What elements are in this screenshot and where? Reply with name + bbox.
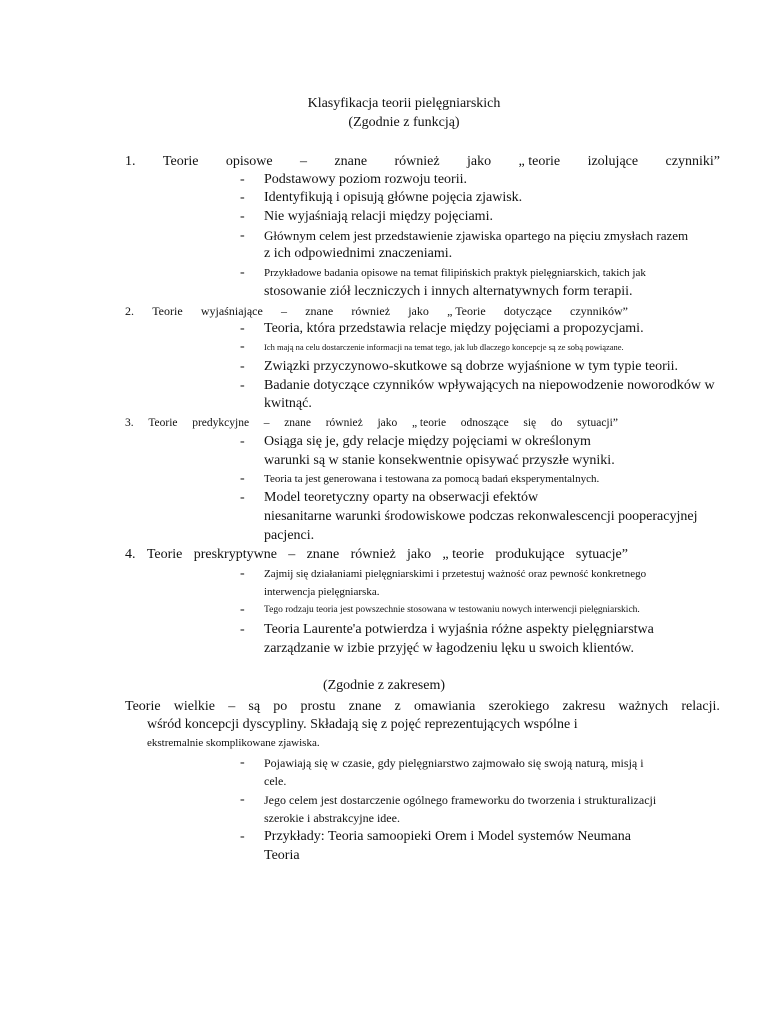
- bullet-dash: -: [240, 228, 245, 243]
- list-item-continuation: interwencja pielęgniarska.: [264, 586, 380, 598]
- bullet-dash: -: [240, 434, 245, 449]
- bullet-dash: -: [240, 265, 245, 280]
- list-item-continuation: zarządzanie w izbie przyjęć w łagodzeniu lęku u swoich klientów.: [264, 641, 634, 656]
- bullet-dash: -: [240, 190, 245, 205]
- bullet-dash: -: [240, 209, 245, 224]
- list-item: Głównym celem jest przedstawienie zjawiska opartego na pięciu zmysłach razem: [264, 228, 689, 243]
- scope-paragraph-line-1: Teorie wielkie – są po prostu znane z omawiania szerokiego zakresu ważnych relacji.: [125, 699, 720, 714]
- bullet-dash: -: [240, 172, 245, 187]
- bullet-dash: -: [240, 792, 245, 807]
- bullet-dash: -: [240, 339, 245, 354]
- list-item-continuation: warunki są w stanie konsekwentnie opisywać przyszłe wyniki.: [264, 453, 615, 468]
- bullet-dash: -: [240, 490, 245, 505]
- list-item-continuation: cele.: [264, 774, 287, 788]
- bullet-dash: -: [240, 829, 245, 844]
- bullet-dash: -: [240, 755, 245, 770]
- scope-paragraph-line-2: wśród koncepcji dyscypliny. Składają się z pojęć reprezentujących wspólne i: [147, 717, 578, 732]
- document-title: Klasyfikacja teorii pielęgniarskich: [307, 96, 501, 111]
- list-item: Pojawiają się w czasie, gdy pielęgniarstwo zajmowało się swoją naturą, misją i: [264, 756, 644, 770]
- bullet-dash: -: [240, 602, 245, 617]
- list-item: Osiąga się je, gdy relacje między pojęciami w określonym: [264, 434, 591, 449]
- list-item: Tego rodzaju teoria jest powszechnie stosowana w testowaniu nowych interwencji pielęgniarskich.: [264, 605, 640, 615]
- list-item-continuation: pacjenci.: [264, 528, 315, 543]
- section-3-heading: 3. Teorie predykcyjne – znane również jako „ teorie odnoszące się do sytuacji”: [125, 417, 618, 429]
- list-item: Badanie dotyczące czynników wpływających na niepowodzenie noworodków w: [264, 378, 715, 393]
- list-item: Ich mają na celu dostarczenie informacji na temat tego, jak lub dlaczego koncepcje są ze sobą powiązane.: [264, 342, 624, 352]
- list-item: Przykładowe badania opisowe na temat filipińskich praktyk pielęgniarskich, takich jak: [264, 267, 646, 279]
- list-item-continuation: kwitnąć.: [264, 396, 312, 411]
- section-4-heading: 4. Teorie preskryptywne – znane również jako „ teorie produkujące sytuacje”: [125, 547, 628, 562]
- bullet-dash: -: [240, 321, 245, 336]
- bullet-dash: -: [240, 471, 245, 486]
- list-item: Zajmij się działaniami pielęgniarskimi i przetestuj ważność oraz pewność konkretnego: [264, 568, 647, 580]
- list-item-continuation: z ich odpowiednimi znaczeniami.: [264, 246, 453, 261]
- list-item: Jego celem jest dostarczenie ogólnego frameworku do tworzenia i strukturalizacji: [264, 793, 657, 807]
- list-item-continuation: Teoria: [264, 848, 300, 863]
- document-subtitle: (Zgodnie z funkcją): [348, 115, 460, 130]
- bullet-dash: -: [240, 622, 245, 637]
- scope-heading: (Zgodnie z zakresem): [322, 678, 446, 693]
- bullet-dash: -: [240, 378, 245, 393]
- bullet-dash: -: [240, 566, 245, 581]
- list-item: Teoria ta jest generowana i testowana za pomocą badań eksperymentalnych.: [264, 473, 600, 485]
- list-item: Teoria, która przedstawia relacje między pojęciami a propozycjami.: [264, 321, 644, 336]
- list-item: Teoria Laurente'a potwierdza i wyjaśnia różne aspekty pielęgniarstwa: [264, 622, 654, 637]
- list-item: Identyfikują i opisują główne pojęcia zjawisk.: [264, 190, 523, 205]
- list-item: Nie wyjaśniają relacji między pojęciami.: [264, 209, 493, 224]
- list-item: Związki przyczynowo-skutkowe są dobrze wyjaśnione w tym typie teorii.: [264, 359, 679, 374]
- scope-paragraph-line-3: ekstremalnie skomplikowane zjawiska.: [147, 737, 320, 749]
- list-item-continuation: stosowanie ziół leczniczych i innych alternatywnych form terapii.: [264, 284, 633, 299]
- section-1-heading: 1. Teorie opisowe – znane również jako „ teorie izolujące czynniki”: [125, 154, 720, 169]
- list-item: Przykłady: Teoria samoopieki Orem i Model systemów Neumana: [264, 829, 631, 844]
- bullet-dash: -: [240, 359, 245, 374]
- list-item-continuation: niesanitarne warunki środowiskowe podczas rekonwalescencji pooperacyjnej: [264, 509, 698, 524]
- list-item: Model teoretyczny oparty na obserwacji efektów: [264, 490, 539, 505]
- section-2-heading: 2. Teorie wyjaśniające – znane również jako „ Teorie dotyczące czynników”: [125, 304, 628, 318]
- list-item: Podstawowy poziom rozwoju teorii.: [264, 172, 467, 187]
- list-item-continuation: szerokie i abstrakcyjne idee.: [264, 811, 400, 825]
